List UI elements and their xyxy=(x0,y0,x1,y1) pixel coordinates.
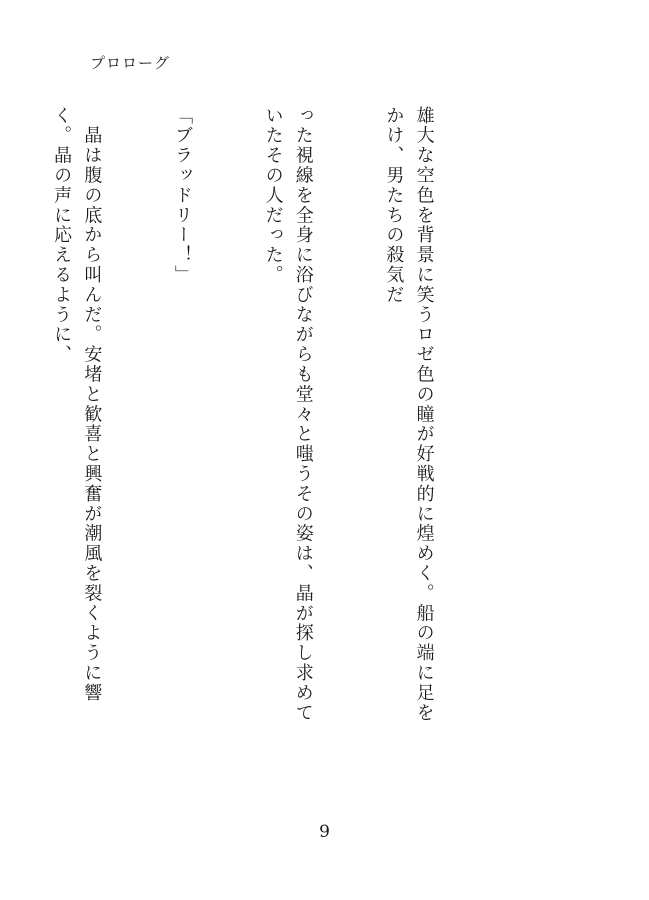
page-number: 9 xyxy=(319,822,330,842)
text-column: 雄大な空色を背景に笑うロゼ色の瞳が好戦的に煌めく。船の端に足をかけ、男たちの殺気だ xyxy=(383,106,435,723)
text-column: った視線を全身に浴びながらも堂々と嗤うその姿は、晶が探し求めていたその人だった。 xyxy=(262,106,314,723)
chapter-title: プロローグ xyxy=(90,54,171,72)
body-text xyxy=(0,106,499,741)
text-column: 晶は腹の底から叫んだ。安堵と歓喜と興奮が潮風を裂くように響く。晶の声に応えるように、 xyxy=(51,106,103,703)
text-column: 「ブラッドリー！」 xyxy=(171,106,193,286)
